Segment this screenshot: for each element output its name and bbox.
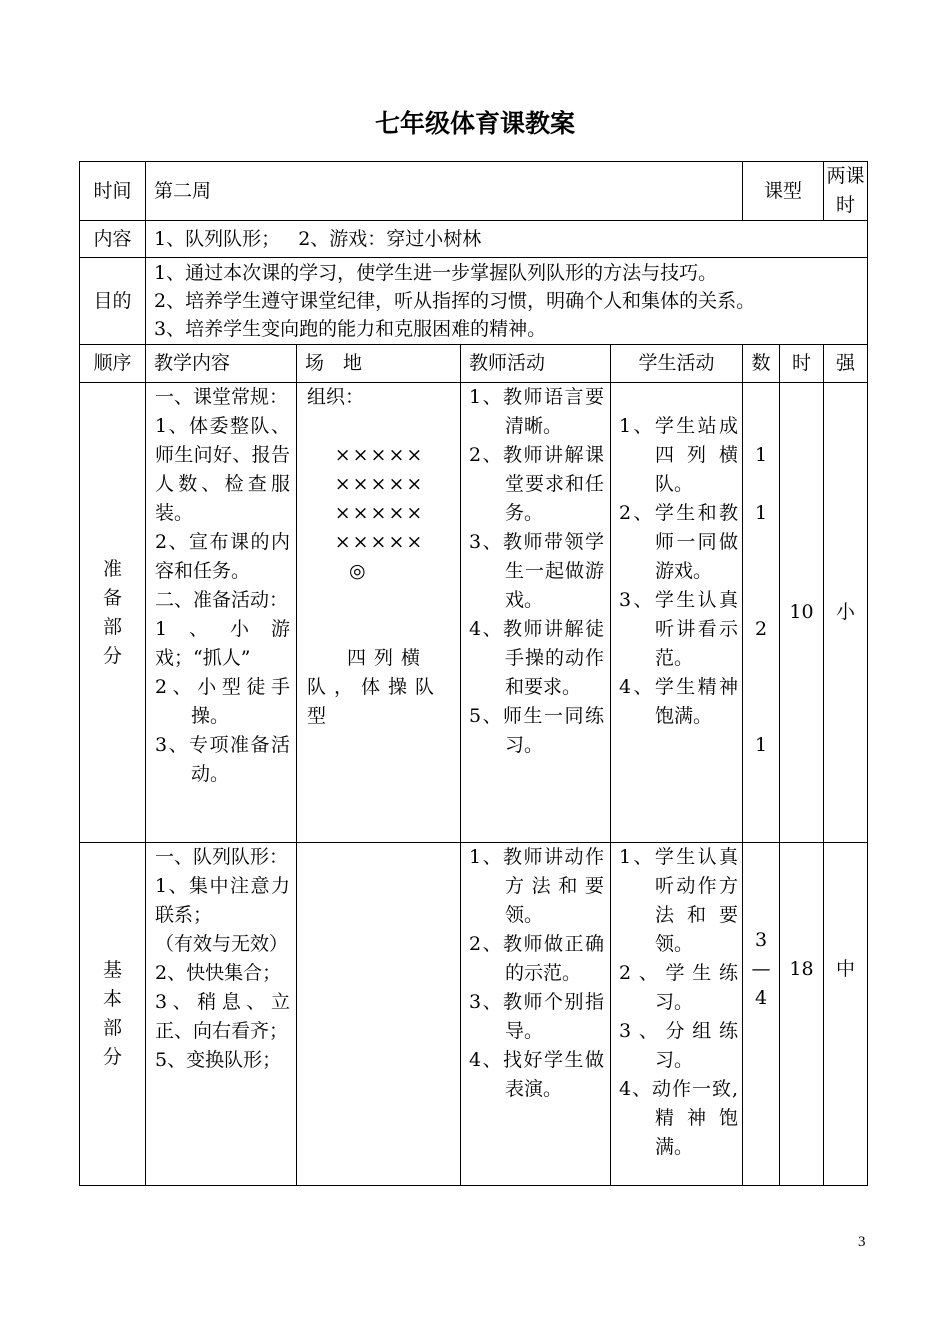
prep-char: 备: [102, 586, 122, 609]
basic-count-item: 4: [754, 987, 768, 1009]
time-value-text: 第二周: [154, 179, 212, 202]
basic-content-item: 5、变换队形；: [155, 1049, 282, 1071]
prep-student: [611, 383, 743, 843]
prep-teacher-item: 2、教师讲解课堂要求和任务。: [469, 444, 604, 524]
basic-time: 18: [780, 843, 824, 1186]
col-teacher: 教师活动: [461, 345, 611, 383]
prep-count-item: 2: [754, 618, 768, 640]
teacher-mark: ◎: [349, 560, 366, 582]
col-order: 顺序: [80, 345, 146, 383]
basic-student-item: 4、动作一致,精神饱满。: [619, 1078, 739, 1158]
col-intensity: 强: [824, 345, 868, 383]
goal-item: 3、培养学生变向跑的能力和克服困难的精神。: [154, 318, 547, 340]
basic-student-item: 2、学生练习。: [619, 962, 739, 1013]
basic-content: [146, 843, 297, 1186]
prep-content-item: 3、专项准备活动。: [155, 734, 290, 785]
prep-content-item: 一、课堂常规：: [155, 386, 289, 408]
content-label: 内容: [80, 221, 146, 258]
prep-teacher-item: 3、教师带领学生一起做游戏。: [469, 531, 604, 611]
prep-time: 10: [780, 383, 824, 843]
time-value: [146, 162, 743, 221]
prep-content-item: 1、小游戏；“抓人”: [155, 618, 290, 669]
basic-char: 基: [102, 959, 122, 981]
prep-char: 部: [102, 615, 122, 638]
page-number: 3: [858, 1234, 866, 1250]
type-value: [824, 162, 868, 221]
col-count: 数: [743, 345, 780, 383]
prep-teacher-item: 4、教师讲解徒手操的动作和要求。: [469, 618, 604, 698]
prep-intensity: 小: [824, 383, 868, 843]
basic-content-item: 2、快快集合；: [155, 962, 282, 984]
venue-desc: 四列横队，体操队型: [307, 647, 443, 727]
formation-row: ×××××: [334, 502, 425, 524]
basic-venue: [297, 843, 461, 1186]
goal-item: 2、培养学生遵守课堂纪律，听从指挥的习惯，明确个人和集体的关系。: [154, 290, 756, 312]
prep-student-item: 4、学生精神饱满。: [619, 676, 739, 727]
prep-teacher: [461, 383, 611, 843]
basic-intensity: 中: [824, 843, 868, 1186]
basic-content-item: （有效与无效）: [155, 933, 289, 955]
prep-count-item: 1: [754, 502, 768, 524]
formation-row: ×××××: [334, 444, 425, 466]
type-value-text: 两课时: [826, 165, 865, 216]
prep-content-item: 1、体委整队、师生问好、报告人数、检查服装。: [155, 415, 290, 524]
prep-char: 准: [102, 557, 122, 580]
basic-teacher-item: 4、找好学生做表演。: [469, 1049, 604, 1100]
prep-count-item: 1: [754, 734, 768, 756]
prep-section-label: [80, 383, 146, 843]
prep-count: [743, 383, 780, 843]
prep-student-item: 1、学生站成四列横队。: [619, 415, 739, 495]
lesson-plan-table: [79, 161, 868, 1186]
prep-count-item: 1: [754, 444, 768, 466]
col-time: 时: [780, 345, 824, 383]
prep-teacher-item: 5、师生一同练习。: [469, 705, 604, 756]
goal-item: 1、通过本次课的学习，使学生进一步掌握队列队形的方法与技巧。: [154, 262, 718, 284]
prep-content-item: 二、准备活动：: [155, 589, 289, 611]
basic-content-item: 一、队列队形：: [155, 846, 289, 868]
prep-student-item: 2、学生和教师一同做游戏。: [619, 502, 739, 582]
prep-venue: [297, 383, 461, 843]
prep-teacher-item: 1、教师语言要清晰。: [469, 386, 604, 437]
basic-teacher-item: 3、教师个别指导。: [469, 991, 604, 1042]
basic-count-item: —: [751, 958, 771, 980]
formation-row: ×××××: [334, 473, 425, 495]
col-venue: 场 地: [297, 345, 461, 383]
prep-content: [146, 383, 297, 843]
basic-content-item: 1、集中注意力联系；: [155, 875, 290, 926]
prep-content-item: 2、宣布课的内容和任务。: [155, 531, 290, 582]
col-student: 学生活动: [611, 345, 743, 383]
prep-student-item: 3、学生认真听讲看示范。: [619, 589, 739, 669]
basic-content-item: 3、稍息、立正、向右看齐；: [155, 991, 290, 1042]
prep-char: 分: [102, 644, 122, 667]
basic-student-item: 1、学生认真听动作方法和要领。: [619, 846, 739, 955]
basic-count-item: 3: [754, 929, 768, 951]
basic-student: [611, 843, 743, 1186]
venue-label: 组织：: [307, 386, 365, 408]
basic-teacher-item: 2、教师做正确的示范。: [469, 933, 604, 984]
time-label: 时间: [80, 162, 146, 221]
basic-count: [743, 843, 780, 1186]
prep-content-item: 2、小型徒手操。: [155, 676, 290, 727]
basic-char: 分: [102, 1046, 122, 1068]
basic-student-item: 3、分组练习。: [619, 1020, 739, 1071]
content-value: 1、队列队形； 2、游戏：穿过小树林: [146, 221, 868, 258]
basic-teacher-item: 1、教师讲动作方法和要领。: [469, 846, 604, 926]
goal-label: 目的: [80, 258, 146, 345]
goal-list: [146, 258, 868, 345]
type-label: 课型: [743, 162, 824, 221]
basic-teacher: [461, 843, 611, 1186]
basic-char: 本: [102, 988, 122, 1010]
basic-char: 部: [102, 1017, 122, 1039]
basic-section-label: [80, 843, 146, 1186]
col-content: 教学内容: [146, 345, 297, 383]
formation-row: ×××××: [334, 531, 425, 553]
page-title: 七年级体育课教案: [374, 109, 575, 138]
